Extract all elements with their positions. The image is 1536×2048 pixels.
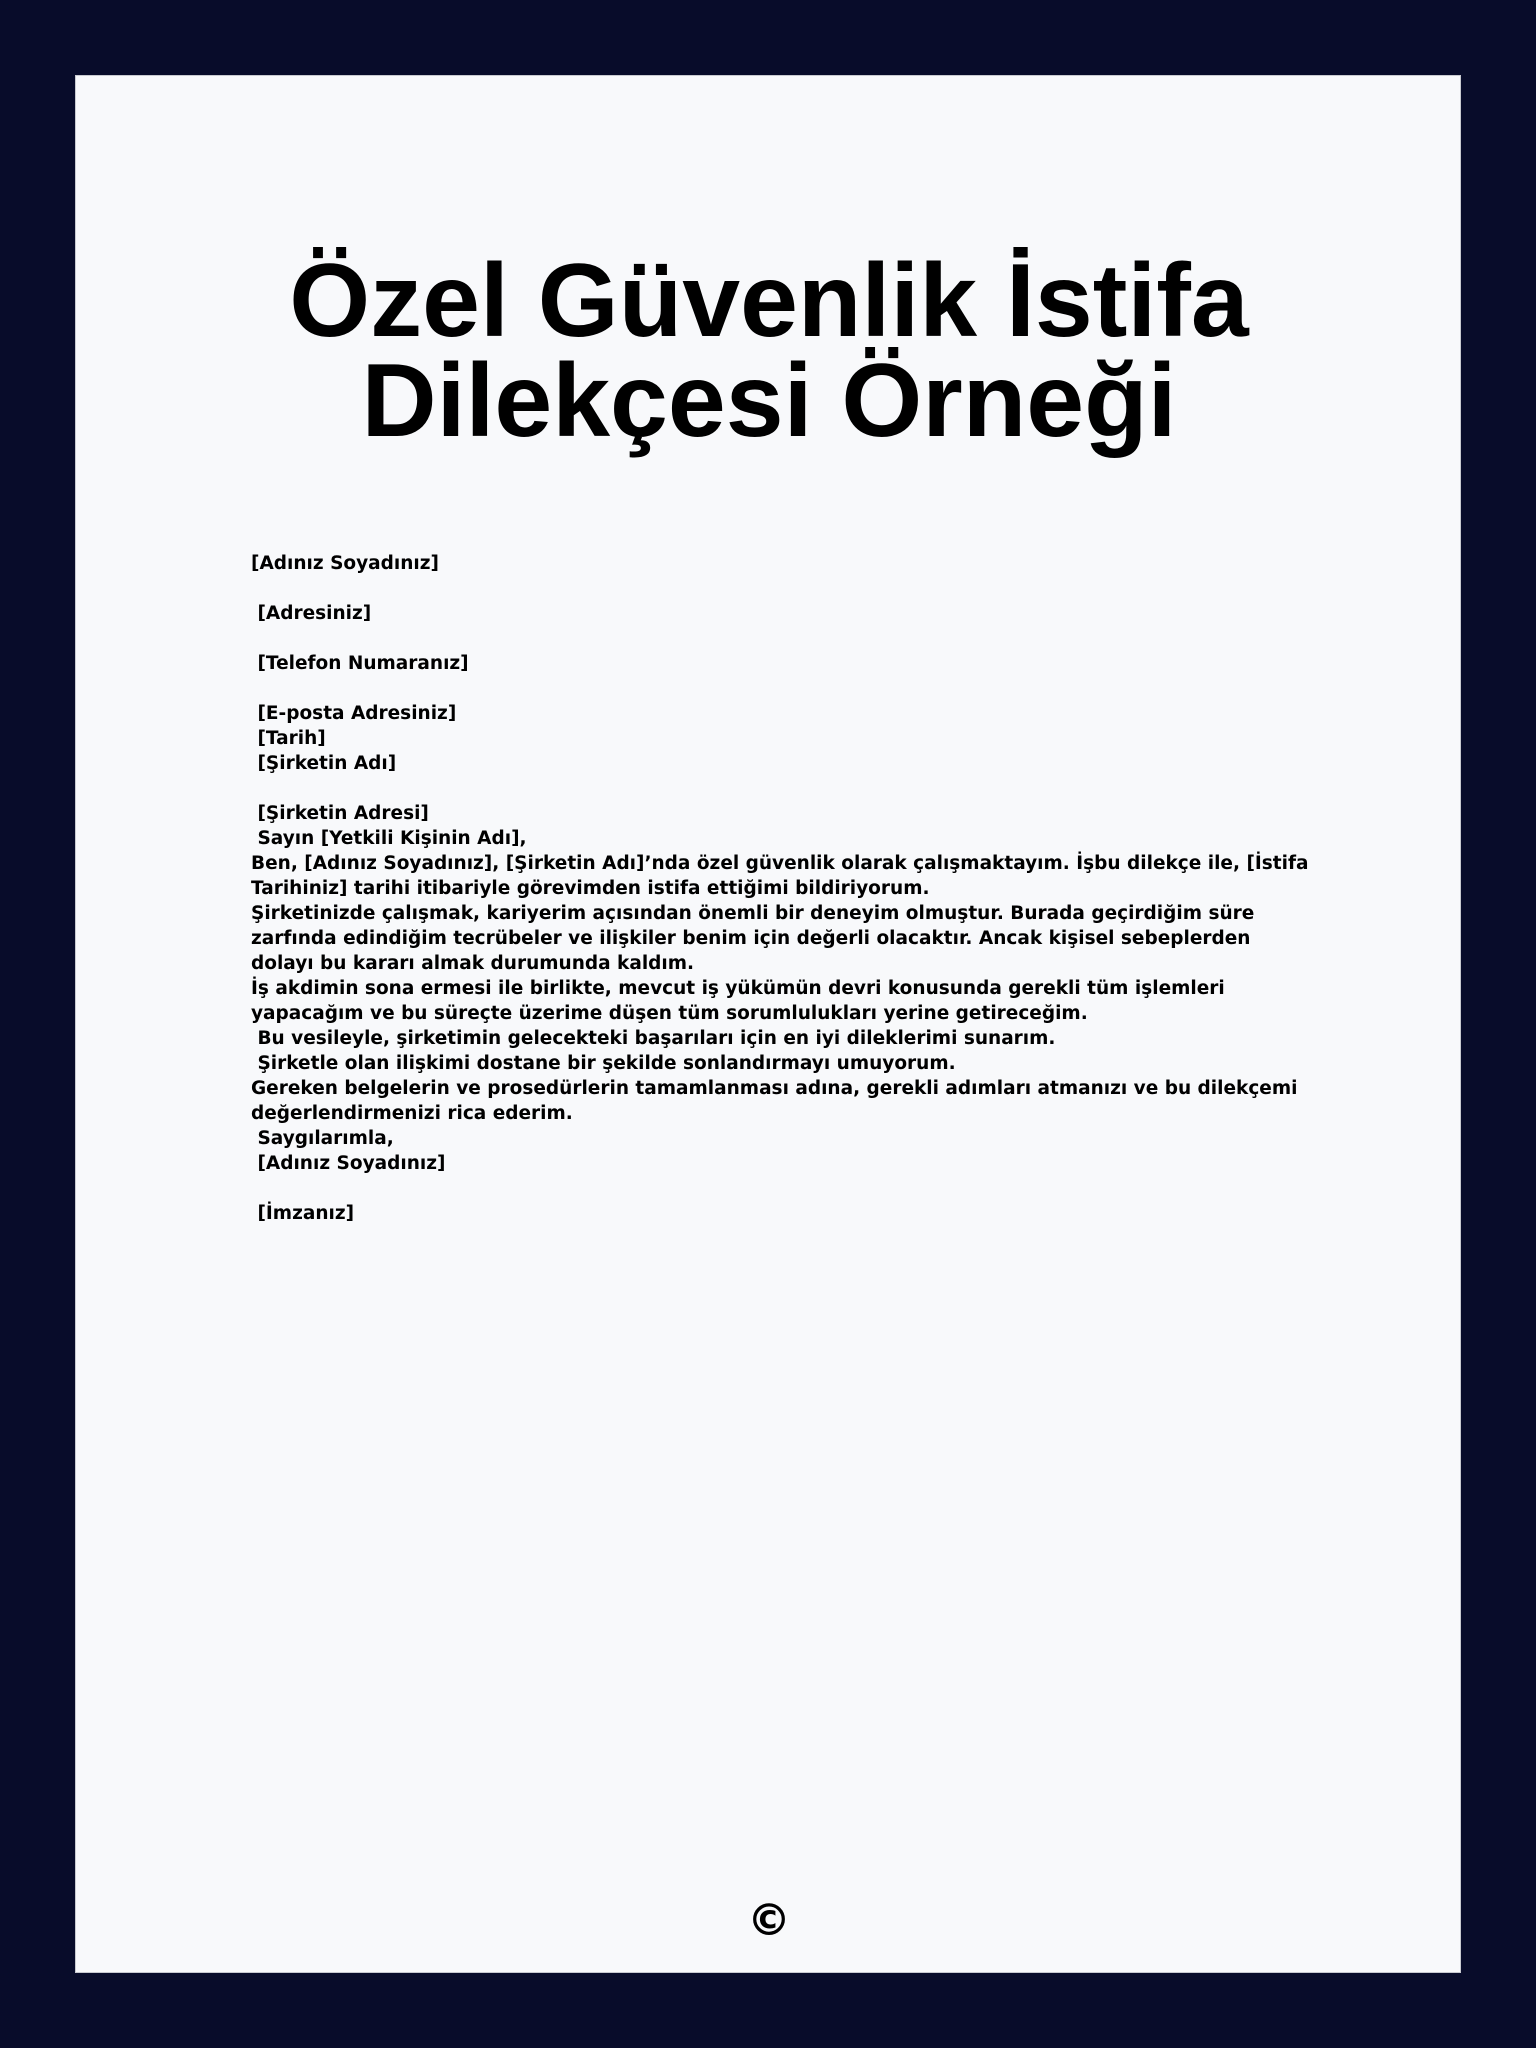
paragraph-request: Gereken belgelerin ve prosedürlerin tamamlanması adına, gerekli adımları atmanızı ve bu dilekçemi değerlendirmenizi rica ederim. <box>251 1078 1304 1124</box>
paragraph-relationship: Şirketle olan ilişkimi dostane bir şekilde sonlandırmayı umuyorum. <box>251 1053 956 1074</box>
salutation: Sayın [Yetkili Kişinin Adı], <box>251 828 527 849</box>
company-address: [Şirketin Adresi] <box>251 803 429 824</box>
sender-phone: [Telefon Numaranız] <box>251 653 469 674</box>
paragraph-wishes: Bu vesileyle, şirketimin gelecekteki başarıları için en iyi dileklerimi sunarım. <box>251 1028 1056 1049</box>
paragraph-handover: İş akdimin sona ermesi ile birlikte, mevcut iş yükümün devri konusunda gerekli tüm işlemleri yapacağım ve bu süreçte üzerime düşen tüm sorumlulukları yerine getireceğim. <box>251 978 1232 1024</box>
sender-address: [Adresiniz] <box>251 603 372 624</box>
sender-name: [Adınız Soyadınız] <box>251 553 439 574</box>
copyright-symbol: © <box>747 1895 791 1946</box>
letter-body <box>251 551 1315 1226</box>
signature-name: [Adınız Soyadınız] <box>251 1153 446 1174</box>
sender-email: [E-posta Adresiniz] <box>251 703 457 724</box>
company-name: [Şirketin Adı] <box>251 753 397 774</box>
document-page <box>75 75 1461 1973</box>
closing: Saygılarımla, <box>251 1128 394 1149</box>
paragraph-experience: Şirketinizde çalışmak, kariyerim açısından önemli bir deneyim olmuştur. Burada geçirdiğim süre zarfında edindiğim tecrübeler ve ilişkiler benim için değerli olacaktır. Ancak kişisel sebeplerden dolayı bu kararı almak durumunda kaldım. <box>251 903 1261 974</box>
signature: [İmzanız] <box>251 1203 355 1224</box>
paragraph-resignation: Ben, [Adınız Soyadınız], [Şirketin Adı]’nda özel güvenlik olarak çalışmaktayım. İşbu dilekçe ile, [İstifa Tarihiniz] tarihi itibariyle görevimden istifa ettiğimi bildiriyorum. <box>251 853 1315 899</box>
document-title: Özel Güvenlik İstifa Dilekçesi Örneği <box>289 243 1249 459</box>
letter-date: [Tarih] <box>251 728 326 749</box>
